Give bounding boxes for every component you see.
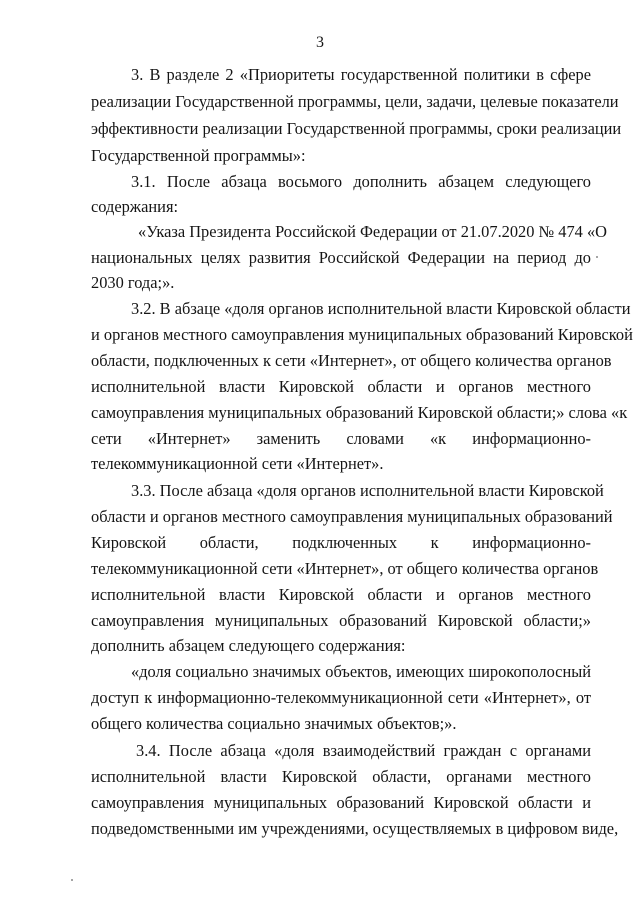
text-line: «Указа Президента Российской Федерации от 21.07.2020 № 474 «О: [138, 222, 607, 241]
scan-speck: [596, 256, 598, 258]
text-line: исполнительной власти Кировской области, органами местного: [91, 767, 591, 786]
text-line: 3. В разделе 2 «Приоритеты государственной политики в сфере: [131, 65, 591, 84]
text-line: реализации Государственной программы, цели, задачи, целевые показатели: [91, 92, 619, 111]
text-line: общего количества социально значимых объектов;».: [91, 714, 457, 733]
text-line: исполнительной власти Кировской области и органов местного: [91, 585, 591, 604]
text-line: содержания:: [91, 197, 179, 216]
text-line: Кировской области, подключенных к информационно-: [91, 533, 591, 552]
text-line: доступ к информационно-телекоммуникационной сети «Интернет», от: [91, 688, 591, 707]
text-line: самоуправления муниципальных образований Кировской области;» слова «к: [91, 403, 628, 422]
text-line: подведомственными им учреждениями, осуществляемых в цифровом виде,: [91, 819, 619, 838]
page-number: 3: [316, 34, 324, 51]
text-line: самоуправления муниципальных образований Кировской области;»: [91, 611, 591, 630]
text-line: 2030 года;».: [91, 273, 175, 292]
text-line: 3.1. После абзаца восьмого дополнить абзацем следующего: [131, 172, 591, 191]
text-line: области, подключенных к сети «Интернет», от общего количества органов: [91, 351, 612, 370]
text-line: телекоммуникационной сети «Интернет», от общего количества органов: [91, 559, 599, 578]
text-line: эффективности реализации Государственной программы, сроки реализации: [91, 119, 622, 138]
text-line: области и органов местного самоуправления муниципальных образований: [91, 507, 613, 526]
text-line: дополнить абзацем следующего содержания:: [91, 636, 406, 655]
text-line: 3.3. После абзаца «доля органов исполнительной власти Кировской: [131, 481, 604, 500]
text-line: исполнительной власти Кировской области и органов местного: [91, 377, 591, 396]
text-line: и органов местного самоуправления муниципальных образований Кировской: [91, 325, 633, 344]
text-line: 3.2. В абзаце «доля органов исполнительной власти Кировской области: [131, 299, 631, 318]
text-line: 3.4. После абзаца «доля взаимодействий граждан с органами: [136, 741, 591, 760]
text-line: «доля социально значимых объектов, имеющих широкополосный: [131, 662, 591, 681]
text-line: сети «Интернет» заменить словами «к информационно-: [91, 429, 591, 448]
text-line: телекоммуникационной сети «Интернет».: [91, 454, 384, 473]
scan-speck: [71, 879, 73, 881]
text-line: Государственной программы»:: [91, 146, 306, 165]
text-line: национальных целях развития Российской Федерации на период до: [91, 248, 591, 267]
text-line: самоуправления муниципальных образований Кировской области и: [91, 793, 591, 812]
